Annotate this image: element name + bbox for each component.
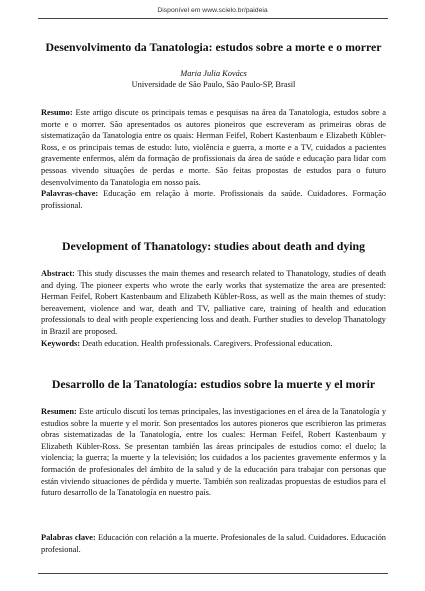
keywords-text-spanish: Educación con relación a la muerte. Profesionales de la salud. Cuidadores. Educación profesional. [41,533,386,554]
abstract-english [41,268,386,349]
author-block [41,68,386,90]
title-spanish: Desarrollo de la Tanatología: estudios sobre la muerte y el morir [51,377,376,391]
keywords-label-portuguese: Palavras-chave: [41,189,99,199]
abstract-text-spanish: Este artículo discutí los temas principales, las investigaciones en el área de la Tanatología y estudios sobre la muerte y el morir. Son presentados los autores pioneros que escribieron las primeras obras sistematizadas de la Tanatología, entre los cuales: Herman Feifel, Robert Kastenbaum y Elizabeth Kübler-Ross. Se presentan también las áreas principales de estudios como: el duelo; la violencia; la guerra; la muerte y la televisión; los cuidados a los pacientes gravemente enfermos y la formación de profesionales del ámbito de la salud y de la educación para trabajar con personas que están viviendo situaciones de pérdida y muerte. También son realizadas propuestas de estudios para el futuro desarrollo de la Tanatología en nuestro país. [41,407,387,498]
author-name: Maria Julia Kovács [180,69,247,78]
keywords-paragraph-portuguese [41,188,386,211]
keywords-paragraph-spanish [41,532,386,555]
abstract-label-portuguese: Resumo: [41,108,73,117]
abstract-label-english: Abstract: [41,269,75,278]
keywords-text-portuguese: Educação em relação à morte. Profissionais da saúde. Cuidadores. Formação profissional. [41,189,387,210]
keywords-paragraph-english [41,338,386,350]
keywords-label-spanish: Palabras clave: [41,533,96,542]
abstract-paragraph-english [41,268,386,338]
spanish-title-block [41,377,386,391]
title-portuguese: Desenvolvimento da Tanatologia: estudos sobre a morte e o morrer [45,40,382,54]
keywords-text-english: Death education. Health professionals. Caregivers. Professional education. [82,338,333,348]
header-url[interactable]: Disponível em www.scielo.br/paideia [157,7,268,14]
author-affiliation: Universidade de São Paulo, São Paulo-SP, Brasil [131,80,296,89]
abstract-paragraph-spanish [41,406,386,499]
abstract-paragraph-portuguese [41,107,386,188]
header-divider [38,18,388,19]
keywords-label-english: Keywords: [41,338,81,348]
abstract-portuguese [41,107,386,211]
abstract-text-portuguese: Este artigo discute os principais temas e pesquisas na área da Tanatologia, estudos sobre a morte e o morrer. São apresentados os autores pioneiros que escreveram as primeiras obras de sistematização da Tanatologia entre os quais: Herman Feifel, Robert Kastenbaum e Elizabeth Kübler-Ross, e os principais temas de estudo: luto, violência e guerra, a morte e a TV, cuidados a pacientes gravemente enfermos, além da formação de profissionais da área de saúde e educação para lidar com pessoas vivendo situações de perdas e morte. São feitas propostas de estudos para o futuro desenvolvimento da Tanatologia em nosso país. [41,108,387,187]
abstract-text-english: This study discusses the main themes and research related to Thanatology, studies of death and dying. The pioneer experts who wrote the early works that systematize the area are presented: Herman Feifel, Robert Kastenbaum and Elizabeth Kübler-Ross, as well as the main themes of study: bereavement, violence and war, death and TV, palliative care, training of health and education professionals to deal with people experiencing loss and death. Further studies to develop Thanatology in Brazil are proposed. [41,269,386,336]
footer-divider [38,573,388,574]
english-title-block [41,239,386,253]
keywords-spanish-block [41,532,386,555]
title-english: Development of Thanatology: studies about death and dying [62,239,365,253]
abstract-spanish [41,406,386,499]
portuguese-title-block [41,40,386,54]
abstract-label-spanish: Resumen: [41,407,77,416]
